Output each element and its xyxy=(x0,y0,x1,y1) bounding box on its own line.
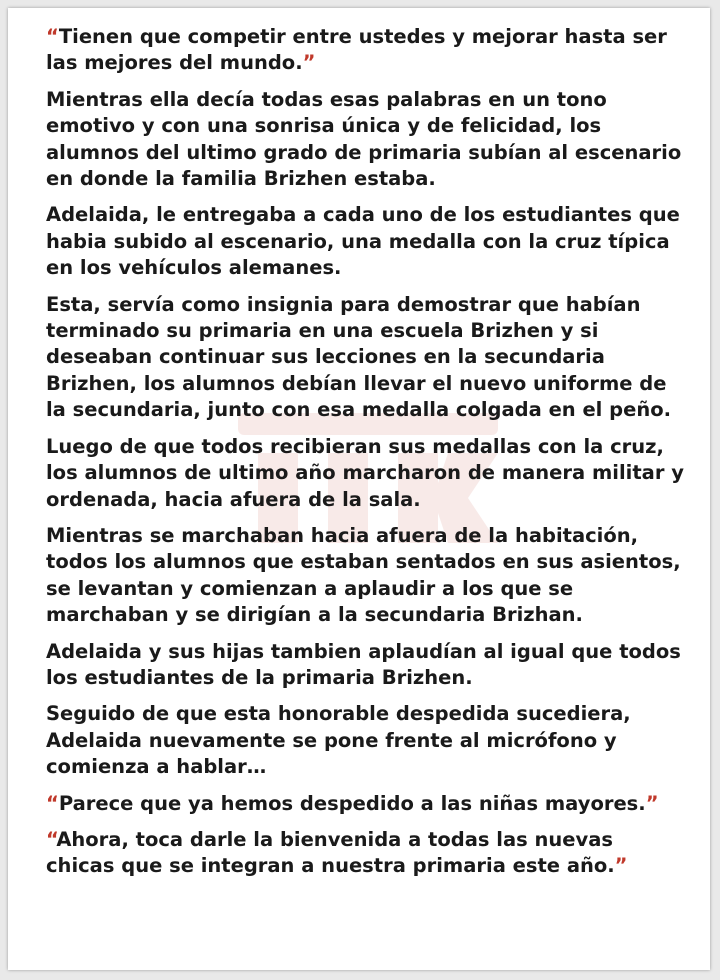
paragraph xyxy=(46,639,686,692)
close-quote: ” xyxy=(645,791,659,815)
open-quote: “ xyxy=(46,791,59,815)
paragraph-text: Ahora, toca darle la bienvenida a todas las nuevas chicas que se integran a nuestra primaria este año. xyxy=(46,827,615,878)
open-quote: “ xyxy=(46,827,57,851)
paragraph-text: Adelaida, le entregaba a cada uno de los estudiantes que habia subido al escenario, una medalla con la cruz típica en los vehículos alemanes. xyxy=(46,203,680,280)
paragraph-text: Tienen que competir entre ustedes y mejorar hasta ser las mejores del mundo. xyxy=(46,25,667,75)
close-quote: ” xyxy=(302,51,316,75)
paragraph-text: Adelaida y sus hijas tambien aplaudían al igual que todos los estudiantes de la primaria Brizhen. xyxy=(46,639,681,689)
paragraph xyxy=(46,701,686,780)
paragraph xyxy=(46,24,686,77)
paragraph xyxy=(46,202,686,281)
paragraph xyxy=(46,87,686,193)
document-text xyxy=(46,24,686,890)
paragraph xyxy=(46,523,686,629)
close-quote: ” xyxy=(614,854,628,878)
paragraph-text: Esta, servía como insignia para demostrar que habían terminado su primaria en una escuela Brizhen y si deseaban continuar sus lecciones en la secundaria Brizhen, los alumnos debían llevar el nuevo uniforme de la secundaria, junto con esa medalla colgada en el peño. xyxy=(46,292,672,422)
paragraph xyxy=(46,434,686,513)
paragraph xyxy=(46,827,686,880)
document-page xyxy=(8,8,710,970)
paragraph-text: Mientras se marchaban hacia afuera de la habitación, todos los alumnos que estaban sentados en sus asientos, se levantan y comienzan a aplaudir a los que se marchaban y se dirigían a la secundaria Brizhan. xyxy=(46,523,681,627)
paragraph-text: Luego de que todos recibieran sus medallas con la cruz, los alumnos de ultimo año marcharon de manera militar y ordenada, hacia afuera de la sala. xyxy=(46,434,684,511)
paragraph xyxy=(46,292,686,424)
paragraph-text: Parece que ya hemos despedido a las niñas mayores. xyxy=(58,791,646,815)
paragraph-text: Seguido de que esta honorable despedida sucediera, Adelaida nuevamente se pone frente al micrófono y comienza a hablar… xyxy=(46,702,631,779)
open-quote: “ xyxy=(46,25,59,48)
paragraph-text: Mientras ella decía todas esas palabras en un tono emotivo y con una sonrisa única y de felicidad, los alumnos del ultimo grado de primaria subían al escenario en donde la familia Brizhen estaba. xyxy=(46,87,682,191)
paragraph xyxy=(46,791,686,817)
